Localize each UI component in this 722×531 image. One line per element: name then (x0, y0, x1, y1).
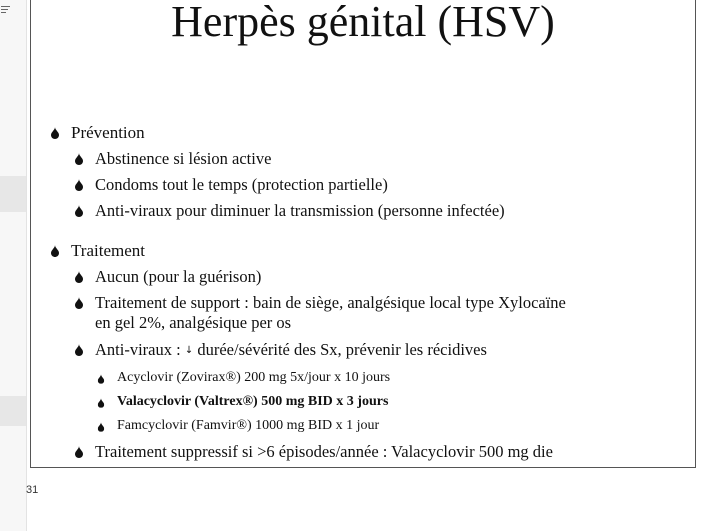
diamond-bullet-icon (98, 398, 104, 408)
list-item: Aucun (pour la guérison) (95, 267, 262, 286)
diamond-bullet-icon (75, 297, 83, 309)
sub-list-item: Valacyclovir (Valtrex®) 500 mg BID x 3 jours (117, 394, 389, 409)
diamond-bullet-icon (75, 271, 83, 283)
list-item: Abstinence si lésion active (95, 149, 272, 168)
down-arrow-icon: ↓ (184, 345, 194, 356)
thumbnail-highlight[interactable] (0, 176, 26, 212)
list-item: Traitement suppressif si >6 épisodes/année : Valacyclovir 500 mg die (95, 442, 553, 461)
list-item: Anti-viraux pour diminuer la transmission (personne infectée) (95, 201, 505, 220)
section-heading: Prévention (71, 123, 145, 142)
diamond-bullet-icon (75, 446, 83, 458)
slide-title: Herpès génital (HSV) (171, 0, 555, 46)
sub-list-item: Acyclovir (Zovirax®) 200 mg 5x/jour x 10 jours (117, 370, 391, 385)
page-number: 31 (26, 484, 39, 496)
list-item: Traitement de support : bain de siège, analgésique local type Xylocaïne (95, 293, 566, 312)
diamond-bullet-icon (75, 179, 83, 191)
diamond-bullet-icon (51, 127, 59, 139)
diamond-bullet-icon (98, 374, 104, 384)
diamond-bullet-icon (75, 153, 83, 165)
diamond-bullet-icon (75, 205, 83, 217)
sub-list-item: Famcyclovir (Famvir®) 1000 mg BID x 1 jour (117, 418, 380, 433)
thumbnail-highlight[interactable] (0, 396, 26, 426)
list-item: Condoms tout le temps (protection partielle) (95, 175, 388, 194)
slide-canvas (30, 0, 696, 468)
section-heading: Traitement (71, 241, 145, 260)
list-item (95, 339, 487, 361)
slide-thumbnail-strip[interactable] (0, 0, 27, 531)
list-item-text: durée/sévérité des Sx, prévenir les récidives (193, 340, 487, 359)
list-item-text: Anti-viraux : (95, 340, 185, 359)
diamond-bullet-icon (75, 344, 83, 356)
diamond-bullet-icon (98, 422, 104, 432)
list-item-continuation: en gel 2%, analgésique per os (95, 313, 292, 332)
diamond-bullet-icon (51, 245, 59, 257)
hamburger-menu-icon[interactable] (0, 6, 26, 16)
